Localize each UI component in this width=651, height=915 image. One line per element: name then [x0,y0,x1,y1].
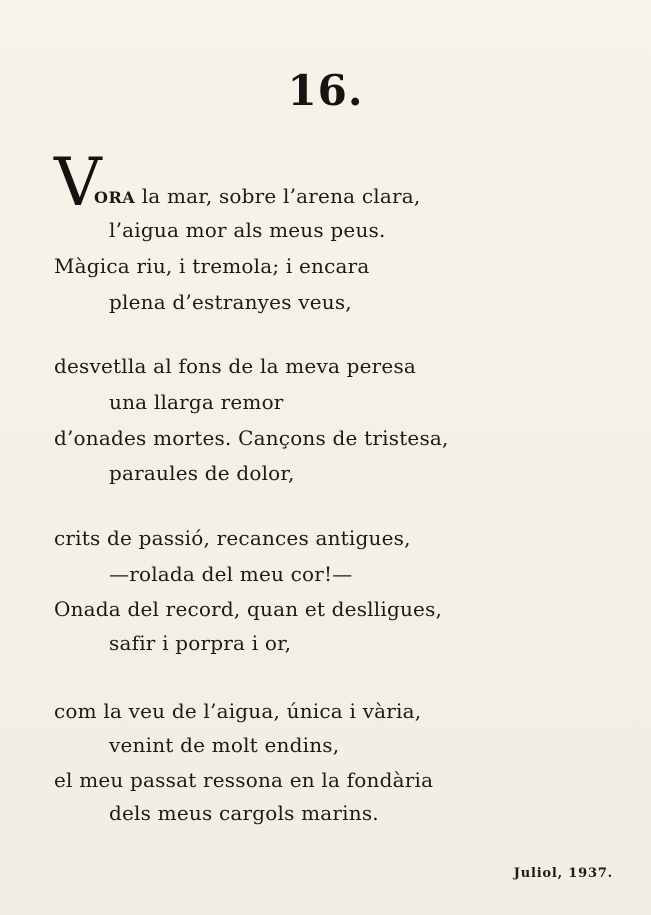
poem-number: 16. [287,66,364,115]
poem-date: Juliol, 1937. [513,866,613,881]
poem-line: venint de molt endins, [109,733,340,757]
poem-line: safir i porpra i or, [109,631,292,655]
poem-line: Màgica riu, i tremola; i encara [54,254,370,278]
drop-cap: V [54,144,102,221]
poem-line: Onada del record, quan et deslligues, [54,597,443,621]
poem-line: dels meus cargols marins. [109,801,379,825]
poem-line: d’onades mortes. Cançons de tristesa, [54,426,449,450]
poem-line: com la veu de l’aigua, única i vària, [54,699,422,723]
poem-line: l’aigua mor als meus peus. [109,218,386,242]
poem-line: crits de passió, recances antigues, [54,526,411,550]
poem-line: paraules de dolor, [109,461,295,485]
poem-line: —rolada del meu cor!— [109,562,353,586]
poem-line: desvetlla al fons de la meva peresa [54,354,417,378]
line-text: la mar, sobre l’arena clara, [135,184,421,208]
poem-line [94,184,420,210]
poem-line: una llarga remor [109,390,284,414]
poem-line: el meu passat ressona en la fondària [54,768,434,792]
poem-line: plena d’estranyes veus, [109,290,352,314]
first-word-rest: ORA [94,188,136,207]
